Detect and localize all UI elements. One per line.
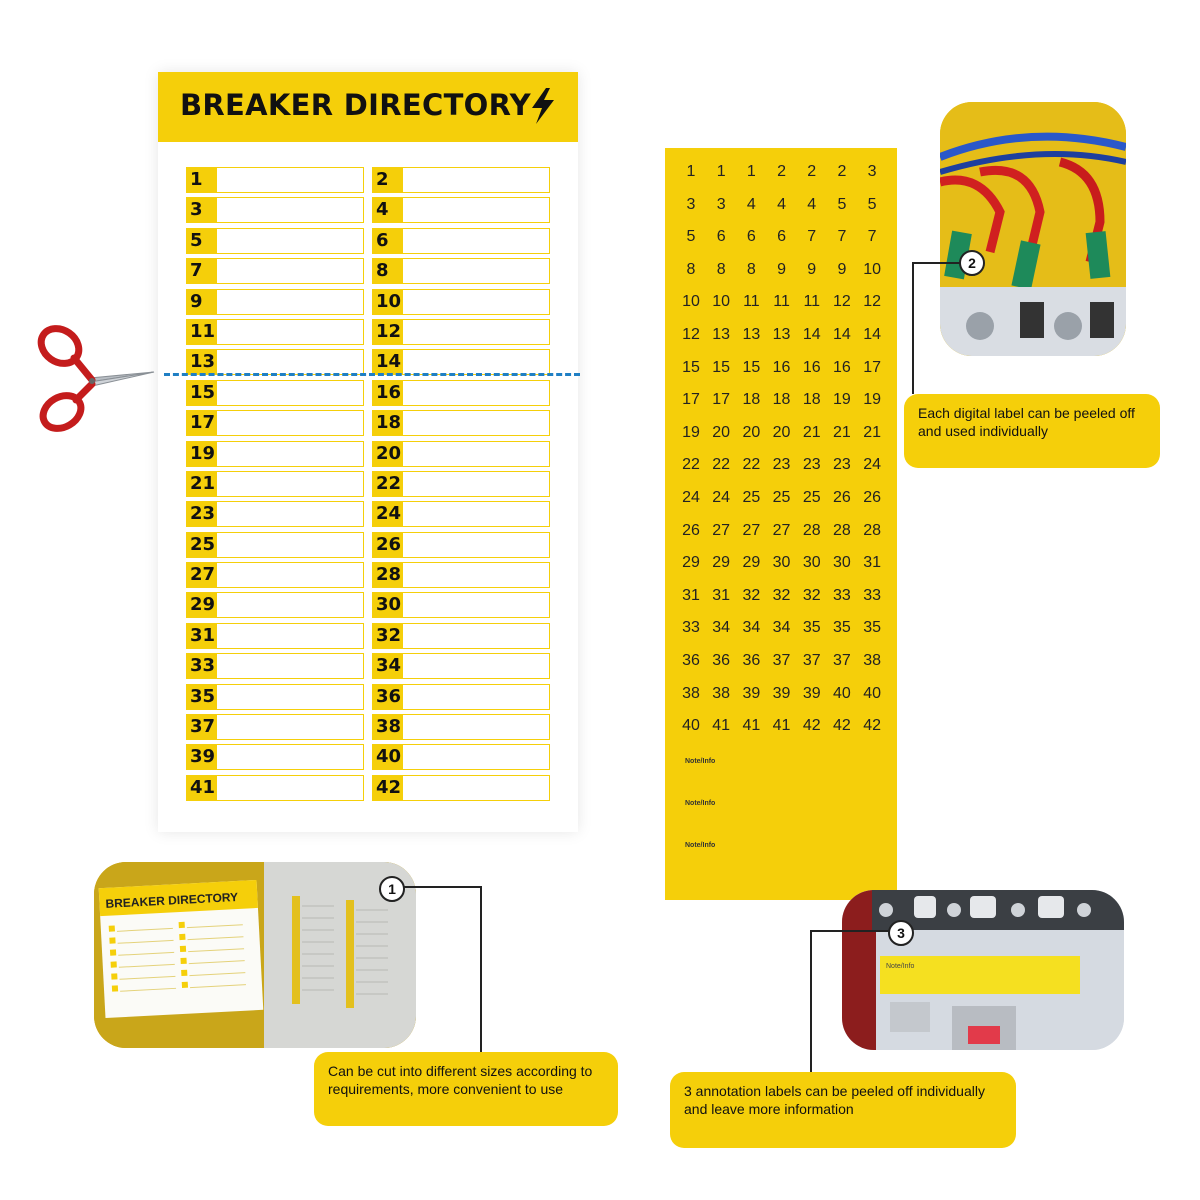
- callout-leader-line: [404, 886, 482, 888]
- circuit-write-in-field: [216, 684, 364, 710]
- circuit-write-in-field: [402, 410, 550, 436]
- number-sticker: 13: [772, 325, 791, 343]
- directory-right-column: [372, 167, 550, 805]
- number-sticker: 22: [712, 456, 731, 474]
- number-sticker: 35: [802, 619, 821, 637]
- note-info-label: Note/Info: [685, 800, 716, 807]
- number-sticker: 2: [777, 163, 787, 180]
- circuit-write-in-field: [216, 380, 364, 406]
- circuit-write-in-field: [216, 441, 364, 467]
- number-sticker: 11: [743, 293, 760, 311]
- circuit-write-in-field: [216, 775, 364, 801]
- breaker-number: 12: [372, 319, 402, 345]
- circuit-write-in-field: [402, 653, 550, 679]
- number-sticker: 17: [712, 391, 731, 409]
- number-sticker: 38: [863, 651, 882, 669]
- number-sticker: 14: [863, 325, 882, 343]
- scissors-icon: [30, 320, 160, 440]
- breaker-number: 24: [372, 501, 402, 527]
- number-sticker: 1: [716, 163, 726, 180]
- number-sticker: 32: [772, 586, 791, 604]
- circuit-write-in-field: [216, 532, 364, 558]
- number-sticker: 19: [863, 391, 882, 409]
- number-sticker: 22: [742, 456, 761, 474]
- circuit-write-in-field: [402, 380, 550, 406]
- number-sticker: 3: [686, 195, 696, 213]
- directory-left-column: [186, 167, 364, 805]
- number-sticker: 19: [833, 391, 851, 409]
- mini-card-title: BREAKER DIRECTORY: [105, 889, 239, 911]
- circuit-write-in-field: [402, 349, 550, 375]
- directory-row: [186, 349, 364, 375]
- number-sticker: 1: [746, 163, 756, 180]
- number-label-grid: [679, 160, 890, 747]
- number-sticker: 26: [833, 488, 851, 506]
- callout-leader-line: [810, 930, 812, 1072]
- number-sticker: 10: [712, 293, 731, 311]
- callout-caption: Each digital label can be peeled off and used individually: [904, 394, 1160, 468]
- number-sticker: 38: [682, 684, 700, 702]
- breaker-number: 38: [372, 714, 402, 740]
- circuit-write-in-field: [402, 258, 550, 284]
- callout-badge: 1: [379, 876, 405, 902]
- callout-leader-line: [912, 262, 960, 264]
- number-sticker: 12: [682, 325, 700, 343]
- number-sticker: 24: [682, 488, 700, 506]
- number-sticker: 27: [742, 521, 761, 539]
- number-sticker: 37: [833, 651, 851, 669]
- directory-row: [372, 684, 550, 710]
- circuit-write-in-field: [402, 592, 550, 618]
- breaker-number: 34: [372, 653, 402, 679]
- number-sticker: 18: [802, 391, 821, 409]
- breaker-number: 5: [186, 228, 216, 254]
- directory-row: [186, 441, 364, 467]
- number-sticker: 33: [833, 586, 851, 604]
- number-sticker: 17: [682, 391, 700, 409]
- directory-row: [186, 228, 364, 254]
- circuit-write-in-field: [216, 714, 364, 740]
- directory-row: [372, 714, 550, 740]
- directory-row: [186, 167, 364, 193]
- breaker-number: 31: [186, 623, 216, 649]
- number-sticker: 7: [807, 228, 817, 246]
- number-sticker: 31: [712, 586, 731, 604]
- number-sticker: 21: [802, 423, 821, 441]
- number-sticker: 31: [682, 586, 700, 604]
- number-sticker: 3: [716, 195, 726, 213]
- number-sticker: 13: [712, 325, 731, 343]
- directory-row: [186, 714, 364, 740]
- directory-row: [372, 775, 550, 801]
- number-sticker: 14: [802, 325, 821, 343]
- breaker-number: 35: [186, 684, 216, 710]
- directory-row: [372, 441, 550, 467]
- number-sticker: 37: [802, 651, 821, 669]
- directory-cutout-photo: [94, 862, 416, 1048]
- note-info-label: Note/Info: [685, 758, 716, 765]
- number-sticker: 23: [802, 456, 821, 474]
- breaker-number: 11: [186, 319, 216, 345]
- number-sticker: 14: [833, 325, 851, 343]
- number-sticker: 6: [777, 228, 787, 246]
- number-sticker: 2: [807, 163, 817, 180]
- number-sticker: 42: [802, 717, 821, 735]
- number-sticker: 25: [802, 488, 821, 506]
- number-sticker: 32: [742, 586, 761, 604]
- number-sticker: 20: [712, 423, 731, 441]
- directory-row: [372, 592, 550, 618]
- callout-caption: Can be cut into different sizes according to requirements, more convenient to use: [314, 1052, 618, 1126]
- number-sticker-sheet: [665, 148, 897, 900]
- breaker-number: 8: [372, 258, 402, 284]
- number-sticker: 20: [772, 423, 791, 441]
- number-sticker: 8: [746, 260, 756, 278]
- breaker-number: 19: [186, 441, 216, 467]
- number-sticker: 32: [802, 586, 821, 604]
- directory-row: [372, 349, 550, 375]
- number-sticker: 40: [682, 717, 700, 735]
- callout-leader-line: [912, 262, 914, 394]
- circuit-write-in-field: [402, 441, 550, 467]
- number-sticker: 30: [802, 554, 821, 572]
- circuit-write-in-field: [216, 228, 364, 254]
- number-sticker: 41: [772, 717, 791, 735]
- directory-row: [186, 501, 364, 527]
- breaker-number: 6: [372, 228, 402, 254]
- number-sticker: 34: [772, 619, 791, 637]
- breaker-number: 2: [372, 167, 402, 193]
- number-sticker: 18: [772, 391, 791, 409]
- directory-row: [186, 532, 364, 558]
- breaker-number: 39: [186, 744, 216, 770]
- breaker-number: 20: [372, 441, 402, 467]
- number-sticker: 20: [742, 423, 761, 441]
- breaker-number: 21: [186, 471, 216, 497]
- number-sticker: 40: [833, 684, 851, 702]
- directory-row: [372, 197, 550, 223]
- breaker-number: 22: [372, 471, 402, 497]
- circuit-write-in-field: [216, 471, 364, 497]
- breaker-number: 16: [372, 380, 402, 406]
- number-sticker: 41: [742, 717, 761, 735]
- circuit-write-in-field: [402, 775, 550, 801]
- number-sticker: 31: [863, 554, 882, 572]
- breaker-number: 3: [186, 197, 216, 223]
- number-sticker: 16: [772, 358, 791, 376]
- directory-row: [186, 653, 364, 679]
- directory-title: BREAKER DIRECTORY: [180, 88, 531, 122]
- directory-row: [186, 319, 364, 345]
- breaker-number: 32: [372, 623, 402, 649]
- number-sticker: 26: [863, 488, 882, 506]
- number-sticker: 12: [863, 293, 882, 311]
- breaker-note-label-photo: [842, 890, 1124, 1050]
- circuit-write-in-field: [216, 501, 364, 527]
- number-sticker: 28: [802, 521, 821, 539]
- breaker-number: 36: [372, 684, 402, 710]
- number-sticker: 40: [863, 684, 882, 702]
- circuit-write-in-field: [216, 744, 364, 770]
- directory-row: [186, 380, 364, 406]
- breaker-number: 9: [186, 289, 216, 315]
- directory-row: [186, 562, 364, 588]
- circuit-write-in-field: [402, 197, 550, 223]
- directory-row: [186, 775, 364, 801]
- callout-leader-line: [810, 930, 890, 932]
- breaker-number: 29: [186, 592, 216, 618]
- circuit-write-in-field: [402, 744, 550, 770]
- circuit-write-in-field: [402, 167, 550, 193]
- directory-row: [372, 380, 550, 406]
- number-sticker: 34: [742, 619, 761, 637]
- number-sticker: 17: [863, 358, 882, 376]
- number-sticker: 36: [742, 651, 761, 669]
- number-sticker: 15: [712, 358, 731, 376]
- number-sticker: 39: [802, 684, 821, 702]
- directory-row: [372, 167, 550, 193]
- number-sticker: 6: [716, 228, 726, 246]
- directory-row: [372, 744, 550, 770]
- number-sticker: 24: [712, 488, 731, 506]
- circuit-write-in-field: [402, 319, 550, 345]
- cutout-illustration: [94, 862, 416, 1048]
- number-sticker: 29: [712, 554, 731, 572]
- number-sticker: 3: [867, 163, 877, 180]
- number-sticker: 27: [712, 521, 731, 539]
- breaker-number: 10: [372, 289, 402, 315]
- number-sticker: 5: [837, 195, 847, 213]
- breaker-number: 25: [186, 532, 216, 558]
- number-sticker: 34: [712, 619, 731, 637]
- number-sticker: 15: [742, 358, 761, 376]
- breaker-directory-card: [158, 72, 578, 832]
- directory-row: [186, 258, 364, 284]
- number-sticker: 8: [716, 260, 726, 278]
- number-sticker: 1: [686, 163, 696, 180]
- number-sticker: 23: [833, 456, 851, 474]
- circuit-write-in-field: [402, 714, 550, 740]
- directory-row: [372, 653, 550, 679]
- directory-header: [158, 72, 578, 142]
- directory-row: [372, 562, 550, 588]
- number-sticker: 38: [712, 684, 731, 702]
- number-sticker: 6: [746, 228, 756, 246]
- lightning-bolt-icon: [528, 86, 558, 126]
- breaker-number: 23: [186, 501, 216, 527]
- number-sticker: 7: [867, 228, 877, 246]
- circuit-write-in-field: [402, 532, 550, 558]
- number-sticker: 7: [837, 228, 847, 246]
- number-sticker: 21: [833, 423, 851, 441]
- number-sticker: 4: [746, 195, 756, 213]
- directory-row: [372, 228, 550, 254]
- number-sticker: 39: [772, 684, 791, 702]
- wire-labels-photo: [940, 102, 1126, 356]
- number-sticker: 19: [682, 423, 700, 441]
- callout-leader-line: [480, 886, 482, 1052]
- number-sticker: 33: [682, 619, 700, 637]
- directory-row: [372, 410, 550, 436]
- wire-illustration: [940, 102, 1126, 356]
- number-sticker: 30: [772, 554, 791, 572]
- number-sticker: 21: [863, 423, 882, 441]
- number-sticker: 30: [833, 554, 851, 572]
- directory-row: [372, 501, 550, 527]
- number-sticker: 13: [742, 325, 761, 343]
- number-sticker: 9: [777, 260, 787, 278]
- breaker-number: 1: [186, 167, 216, 193]
- number-sticker: 10: [682, 293, 700, 311]
- directory-row: [372, 623, 550, 649]
- number-sticker: 9: [837, 260, 847, 278]
- circuit-write-in-field: [402, 562, 550, 588]
- circuit-write-in-field: [216, 258, 364, 284]
- directory-row: [186, 684, 364, 710]
- circuit-write-in-field: [216, 349, 364, 375]
- number-sticker: 8: [686, 260, 696, 278]
- number-sticker: 25: [742, 488, 761, 506]
- breaker-number: 28: [372, 562, 402, 588]
- number-sticker: 29: [682, 554, 700, 572]
- circuit-write-in-field: [216, 623, 364, 649]
- circuit-write-in-field: [402, 228, 550, 254]
- number-sticker: 12: [833, 293, 851, 311]
- circuit-write-in-field: [402, 471, 550, 497]
- breaker-number: 33: [186, 653, 216, 679]
- number-sticker: 26: [682, 521, 700, 539]
- breaker-number: 17: [186, 410, 216, 436]
- number-sticker: 10: [863, 260, 882, 278]
- number-sticker: 23: [772, 456, 791, 474]
- number-sticker: 22: [682, 456, 700, 474]
- directory-row: [186, 197, 364, 223]
- circuit-write-in-field: [402, 684, 550, 710]
- circuit-write-in-field: [216, 319, 364, 345]
- circuit-write-in-field: [216, 562, 364, 588]
- number-sticker: 36: [712, 651, 731, 669]
- directory-row: [186, 744, 364, 770]
- number-sticker: 35: [833, 619, 851, 637]
- number-sticker: 5: [686, 228, 696, 246]
- callout-badge: 3: [888, 920, 914, 946]
- breaker-number: 26: [372, 532, 402, 558]
- circuit-write-in-field: [216, 197, 364, 223]
- number-sticker: 28: [863, 521, 882, 539]
- breaker-number: 37: [186, 714, 216, 740]
- number-sticker: 39: [742, 684, 761, 702]
- circuit-write-in-field: [402, 623, 550, 649]
- breaker-number: 42: [372, 775, 402, 801]
- breaker-illustration: [842, 890, 1124, 1050]
- number-sticker: 15: [682, 358, 700, 376]
- number-sticker: 11: [773, 293, 790, 311]
- circuit-write-in-field: [216, 289, 364, 315]
- directory-row: [372, 289, 550, 315]
- circuit-write-in-field: [402, 289, 550, 315]
- number-sticker: 5: [867, 195, 877, 213]
- number-sticker: 25: [772, 488, 791, 506]
- directory-row: [186, 289, 364, 315]
- cut-line: [164, 373, 580, 376]
- breaker-number: 40: [372, 744, 402, 770]
- directory-row: [186, 471, 364, 497]
- breaker-number: 27: [186, 562, 216, 588]
- directory-row: [372, 258, 550, 284]
- breaker-number: 13: [186, 349, 216, 375]
- number-sticker: 42: [863, 717, 882, 735]
- number-sticker: 41: [712, 717, 731, 735]
- breaker-number: 30: [372, 592, 402, 618]
- circuit-write-in-field: [402, 501, 550, 527]
- directory-row: [372, 319, 550, 345]
- number-sticker: 35: [863, 619, 882, 637]
- number-sticker: 16: [802, 358, 821, 376]
- number-sticker: 4: [807, 195, 817, 213]
- callout-badge: 2: [959, 250, 985, 276]
- breaker-note-text: Note/Info: [886, 963, 915, 970]
- circuit-write-in-field: [216, 410, 364, 436]
- breaker-number: 15: [186, 380, 216, 406]
- number-sticker: 36: [682, 651, 700, 669]
- circuit-write-in-field: [216, 592, 364, 618]
- directory-row: [372, 532, 550, 558]
- circuit-write-in-field: [216, 653, 364, 679]
- number-sticker: 18: [742, 391, 761, 409]
- directory-row: [186, 592, 364, 618]
- number-sticker: 33: [863, 586, 882, 604]
- number-sticker: 29: [742, 554, 761, 572]
- circuit-write-in-field: [216, 167, 364, 193]
- breaker-number: 41: [186, 775, 216, 801]
- number-sticker: 9: [807, 260, 817, 278]
- number-sticker: 37: [772, 651, 791, 669]
- note-info-label: Note/Info: [685, 842, 716, 849]
- number-sticker: 11: [803, 293, 821, 311]
- number-sticker: 27: [772, 521, 791, 539]
- directory-row: [186, 623, 364, 649]
- number-sticker: 4: [777, 195, 787, 213]
- breaker-number: 4: [372, 197, 402, 223]
- breaker-number: 7: [186, 258, 216, 284]
- number-sticker: 2: [837, 163, 847, 180]
- directory-row: [186, 410, 364, 436]
- number-sticker: 16: [833, 358, 851, 376]
- breaker-number: 18: [372, 410, 402, 436]
- callout-caption: 3 annotation labels can be peeled off individually and leave more information: [670, 1072, 1016, 1148]
- number-sticker: 24: [863, 456, 882, 474]
- breaker-number: 14: [372, 349, 402, 375]
- number-sticker: 42: [833, 717, 851, 735]
- directory-row: [372, 471, 550, 497]
- number-sticker: 28: [833, 521, 851, 539]
